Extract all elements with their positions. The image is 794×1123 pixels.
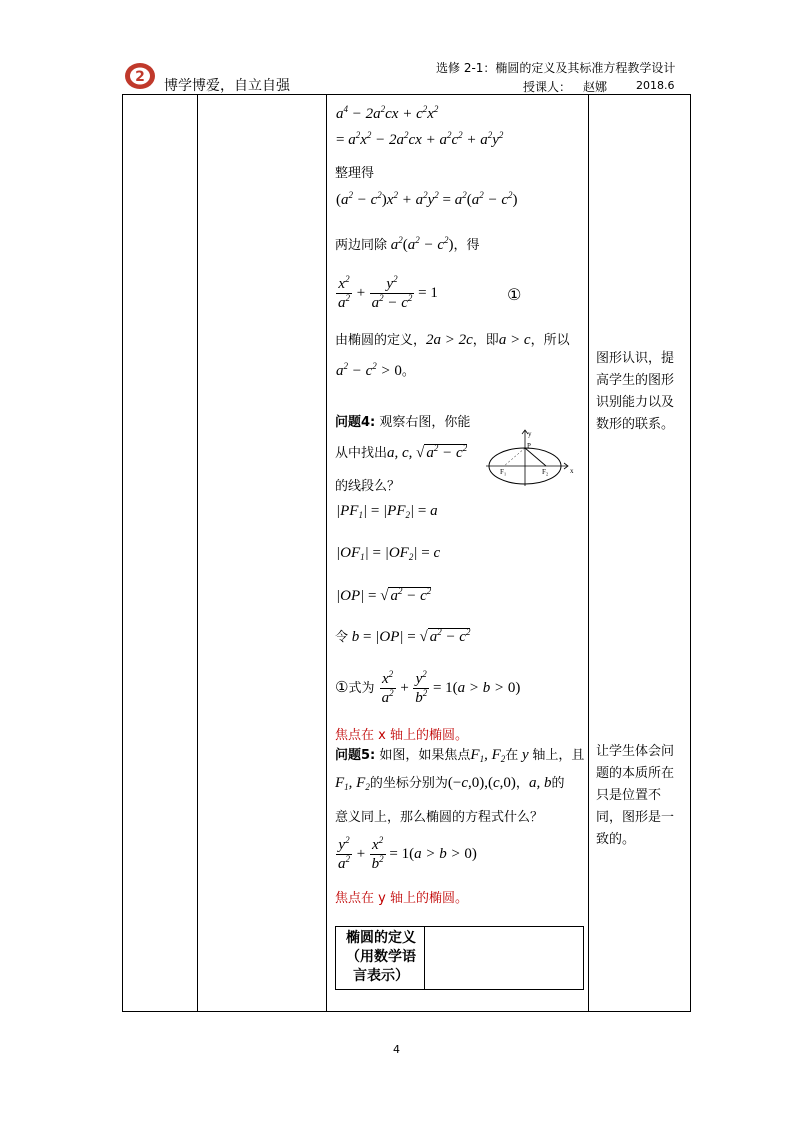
eq-pf: $|PF_1| = |PF_2| = a$ xyxy=(336,503,438,520)
table-divider-1 xyxy=(197,94,198,1012)
definition-box xyxy=(335,926,584,990)
figure-label-f2: F₂ xyxy=(542,468,549,476)
figure-label-y: y xyxy=(528,430,532,438)
question-4-line-3: 的线段么？ xyxy=(335,479,401,494)
header-lecturer-label: 授课人： xyxy=(523,80,572,94)
question-5-line-2: $F_1$, $F_2$的坐标分别为(−c,0),(c,0)，a, b的 xyxy=(335,775,565,792)
focus-y-text: 焦点在 y 轴上的椭圆。 xyxy=(335,891,468,906)
definition-line: 由椭圆的定义，2a > 2c，即a > c，所以 xyxy=(335,332,570,348)
positive-line: $a^2 - c^2 > 0$。 xyxy=(336,361,415,379)
table-divider-2 xyxy=(326,94,327,1012)
question-5-line-1: 问题5: 如图，如果焦点$F_1$, $F_2$在 y 轴上，且 xyxy=(335,747,585,764)
header-rule xyxy=(122,94,690,95)
question-4-line-1: 问题4: 观察右图，你能 xyxy=(335,415,471,430)
question-5-line-3: 意义同上，那么椭圆的方程式什么？ xyxy=(335,810,544,825)
header-date: 2018.6 xyxy=(636,79,675,92)
eq-ellipse-1: $\frac{x^2}{a^2}$ + $\frac{y^2}{a^2 - c^2}$ = 1 xyxy=(338,274,438,311)
circle-one-marker: ① xyxy=(507,285,522,304)
logo xyxy=(124,62,156,90)
figure-label-p: P xyxy=(527,442,531,450)
eq-b: 令 b = |OP| = √ $a^2 - c^2$ xyxy=(335,627,471,645)
focus-x-text: 焦点在 x 轴上的椭圆。 xyxy=(335,728,468,743)
zhengli-text: 整理得 xyxy=(335,166,375,181)
divide-line: 两边同除 $a^2(a^2 - c^2)$，得 xyxy=(335,235,480,253)
eq-line-1: $a^4 - 2a^2cx + c^2x^2$ xyxy=(336,104,439,122)
table-border-right xyxy=(690,94,691,1012)
figure-label-f1: F₁ xyxy=(500,468,507,476)
eq-line-2: = $a^2x^2 - 2a^2cx + a^2c^2 + a^2y^2$ xyxy=(336,130,504,148)
definition-box-divider xyxy=(424,927,425,989)
question-4-line-2: 从中找出a, c, √ $a^2 - c^2$ xyxy=(335,443,468,461)
eq-standard-x: ①式为 $\frac{x^2}{a^2}$ + $\frac{y^2}{b^2}$ = 1(a > b > 0) xyxy=(335,669,521,706)
svg-text:2: 2 xyxy=(135,69,145,85)
page-number: 4 xyxy=(393,1043,400,1056)
eq-op: |OP| = √ $a^2 - c^2$ xyxy=(336,586,432,604)
eq-standard-y: $\frac{y^2}{a^2}$ + $\frac{x^2}{b^2}$ = 1(a > b > 0) xyxy=(338,835,477,872)
table-divider-3 xyxy=(588,94,589,1012)
table-border-bottom xyxy=(122,1011,691,1012)
note-figure-recognition: 图形认识，提高学生的图形识别能力以及数形的联系。 xyxy=(596,351,675,432)
table-border-left xyxy=(122,94,123,1012)
definition-box-label: 椭圆的定义（用数学语言表示） xyxy=(346,930,416,984)
header-motto: 博学博爱，自立自强 xyxy=(164,78,290,94)
eq-of: $|OF_1| = |OF_2| = c$ xyxy=(336,545,441,562)
figure-label-x: x xyxy=(570,467,574,475)
note-position-difference: 让学生体会问题的本质所在只是位置不同，图形是一致的。 xyxy=(596,744,675,847)
ellipse-figure xyxy=(484,428,572,488)
header-doc-title: 选修 2-1：椭圆的定义及其标准方程教学设计 xyxy=(436,61,676,75)
eq-line-3: $(a^2 - c^2)x^2 + a^2y^2 = a^2(a^2 - c^2)$ xyxy=(336,190,518,208)
header-lecturer-name: 赵娜 xyxy=(583,80,608,94)
